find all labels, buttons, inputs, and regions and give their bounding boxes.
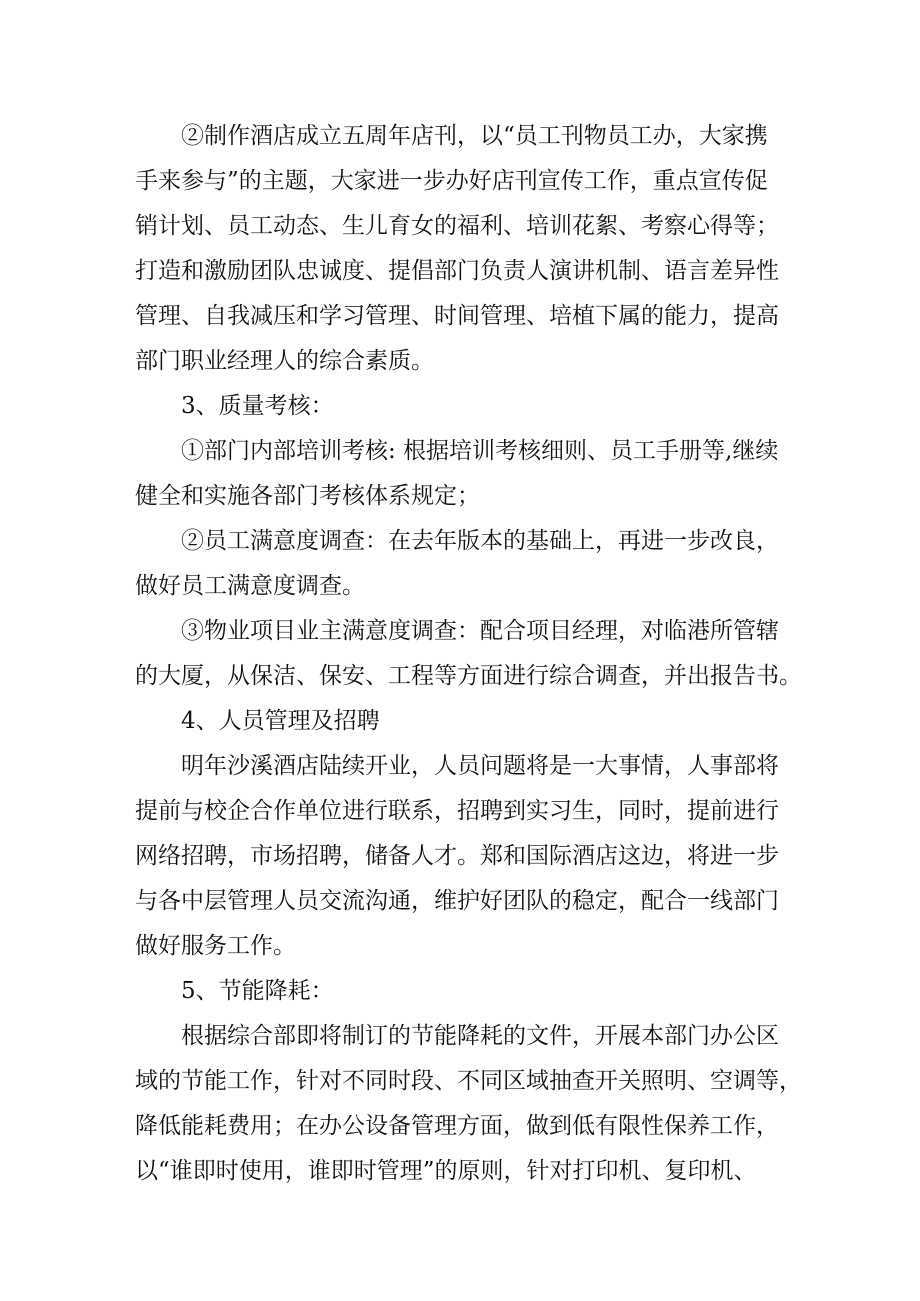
text-line: 做好服务工作。 (135, 933, 296, 959)
text-line: 网络招聘，市场招聘，储备人才。郑和国际酒店这边，将进一步 (135, 843, 779, 869)
text-line: 提前与校企合作单位进行联系，招聘到实习生，同时，提前进行 (135, 798, 779, 824)
section-heading: 4、人员管理及招聘 (181, 708, 380, 734)
section-heading: 5、节能降耗： (181, 978, 334, 1004)
text-line: ②员工满意度调查：在去年版本的基础上，再进一步改良， (181, 528, 779, 554)
text-line: 的大厦，从保洁、保安、工程等方面进行综合调查，并出报告书。 (135, 663, 802, 689)
text-line: ③物业项目业主满意度调查：配合项目经理，对临港所管辖 (181, 618, 779, 644)
text-line: 部门职业经理人的综合素质。 (135, 348, 434, 374)
text-line: 明年沙溪酒店陆续开业，人员问题将是一大事情，人事部将 (181, 753, 779, 779)
text-line: ①部门内部培训考核: 根据培训考核细则、员工手册等,继续 (181, 438, 779, 464)
section-heading: 3、质量考核： (181, 393, 334, 419)
text-line: 管理、自我减压和学习管理、时间管理、培植下属的能力，提高 (135, 303, 779, 329)
text-line: 手来参与”的主题，大家进一步办好店刊宣传工作，重点宣传促 (135, 168, 768, 194)
text-line: 做好员工满意度调查。 (135, 573, 365, 599)
text-line: 与各中层管理人员交流沟通，维护好团队的稳定，配合一线部门 (135, 888, 779, 914)
text-line: 打造和激励团队忠诚度、提倡部门负责人演讲机制、语言差异性 (135, 258, 779, 284)
text-line: 降低能耗费用；在办公设备管理方面，做到低有限性保养工作， (135, 1113, 779, 1139)
text-line: 销计划、员工动态、生儿育女的福利、培训花絮、考察心得等； (135, 213, 779, 239)
text-line: ②制作酒店成立五周年店刊，以“员工刊物员工办，大家携 (181, 123, 768, 149)
text-line: 根据综合部即将制订的节能降耗的文件，开展本部门办公区 (181, 1023, 779, 1049)
text-line: 健全和实施各部门考核体系规定； (135, 483, 480, 509)
text-line: 以“谁即时使用，谁即时管理”的原则，针对打印机、复印机、 (135, 1158, 757, 1184)
document-body (135, 114, 802, 1194)
text-line: 域的节能工作，针对不同时段、不同区域抽查开关照明、空调等， (135, 1068, 802, 1094)
